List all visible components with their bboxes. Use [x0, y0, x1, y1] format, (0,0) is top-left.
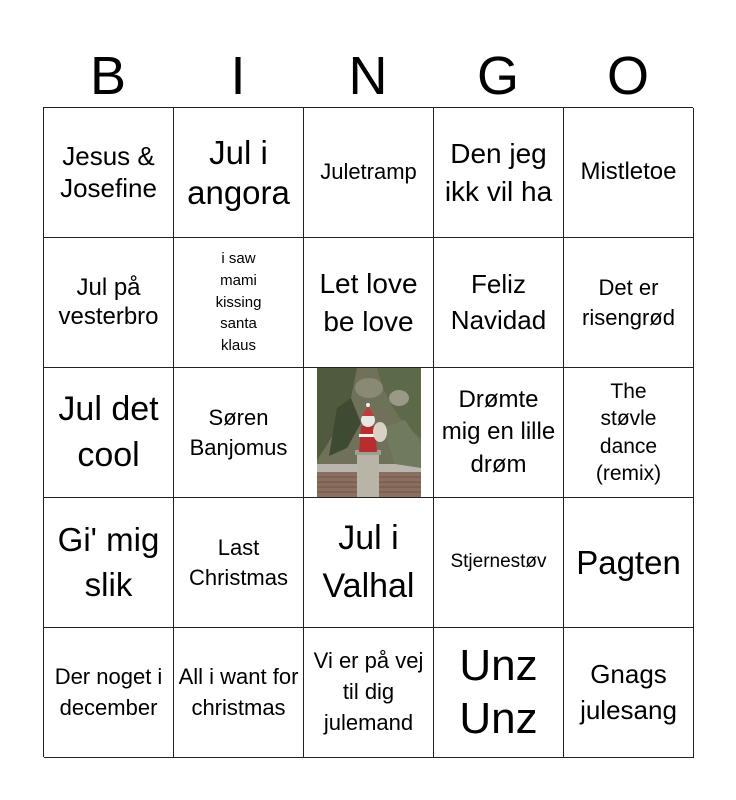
- bingo-cell[interactable]: [174, 628, 304, 758]
- cell-text: Jesus & Josefine: [60, 141, 157, 203]
- cell-text: Drømte mig en lille drøm: [441, 385, 556, 478]
- cell-text: Let love be love: [319, 267, 418, 337]
- bingo-cell[interactable]: [304, 628, 434, 758]
- bingo-cell[interactable]: [304, 498, 434, 628]
- bingo-cell[interactable]: [434, 368, 564, 498]
- free-space-cell[interactable]: [304, 368, 434, 498]
- bingo-cell[interactable]: [564, 628, 694, 758]
- cell-text: All i want for christmas: [178, 663, 299, 720]
- cell-text: i saw mami kissing santa klaus: [215, 250, 262, 355]
- bingo-cell[interactable]: [174, 368, 304, 498]
- header-letter-o: O: [606, 46, 649, 106]
- bingo-cell[interactable]: [564, 238, 694, 368]
- cell-text: Vi er på vej til dig julemand: [313, 648, 424, 735]
- bingo-cell[interactable]: [304, 108, 434, 238]
- cell-text: Der noget i december: [54, 663, 163, 720]
- cell-text: Last Christmas: [188, 534, 288, 590]
- header-letter-n: N: [348, 46, 388, 106]
- bingo-cell[interactable]: [174, 238, 304, 368]
- cell-text: Jul på vesterbro: [58, 273, 159, 330]
- bingo-cell[interactable]: [174, 108, 304, 238]
- cell-text: The støvle dance (remix): [595, 379, 662, 485]
- cell-text: Pagten: [576, 543, 681, 581]
- bingo-cell[interactable]: [44, 108, 174, 238]
- bingo-header: [43, 44, 693, 108]
- bingo-cell[interactable]: [434, 498, 564, 628]
- cell-text: Jul i angora: [187, 133, 290, 211]
- header-letter-b: B: [89, 46, 127, 106]
- bingo-cell[interactable]: [434, 628, 564, 758]
- cell-text: Jul i Valhal: [322, 518, 415, 605]
- bingo-cell[interactable]: [44, 498, 174, 628]
- cell-text: Gi' mig slik: [57, 520, 160, 603]
- cell-text: Jul det cool: [58, 389, 159, 474]
- cell-text: Juletramp: [320, 159, 417, 185]
- cell-text: Søren Banjomus: [189, 404, 288, 460]
- header-letter-g: G: [476, 46, 519, 106]
- bingo-cell[interactable]: [304, 238, 434, 368]
- bingo-cell[interactable]: [564, 498, 694, 628]
- bingo-cell[interactable]: [174, 498, 304, 628]
- santa-chimney-image: [317, 368, 421, 498]
- cell-text: Den jeg ikk vil ha: [444, 137, 553, 207]
- bingo-cell[interactable]: [434, 238, 564, 368]
- cell-text: Feliz Navidad: [450, 269, 547, 335]
- bingo-card-grid: [43, 107, 693, 757]
- bingo-cell[interactable]: [564, 368, 694, 498]
- header-letter-i: I: [230, 46, 246, 106]
- bingo-cell[interactable]: [434, 108, 564, 238]
- bingo-cell[interactable]: [44, 238, 174, 368]
- bingo-cell[interactable]: [44, 368, 174, 498]
- bingo-cell[interactable]: [44, 628, 174, 758]
- cell-text: Stjernestøv: [450, 551, 547, 573]
- cell-text: Gnags julesang: [580, 659, 677, 725]
- bingo-cell[interactable]: [564, 108, 694, 238]
- cell-text: Unz Unz: [459, 640, 538, 743]
- cell-text: Det er risengrød: [582, 274, 675, 330]
- cell-text: Mistletoe: [580, 158, 677, 186]
